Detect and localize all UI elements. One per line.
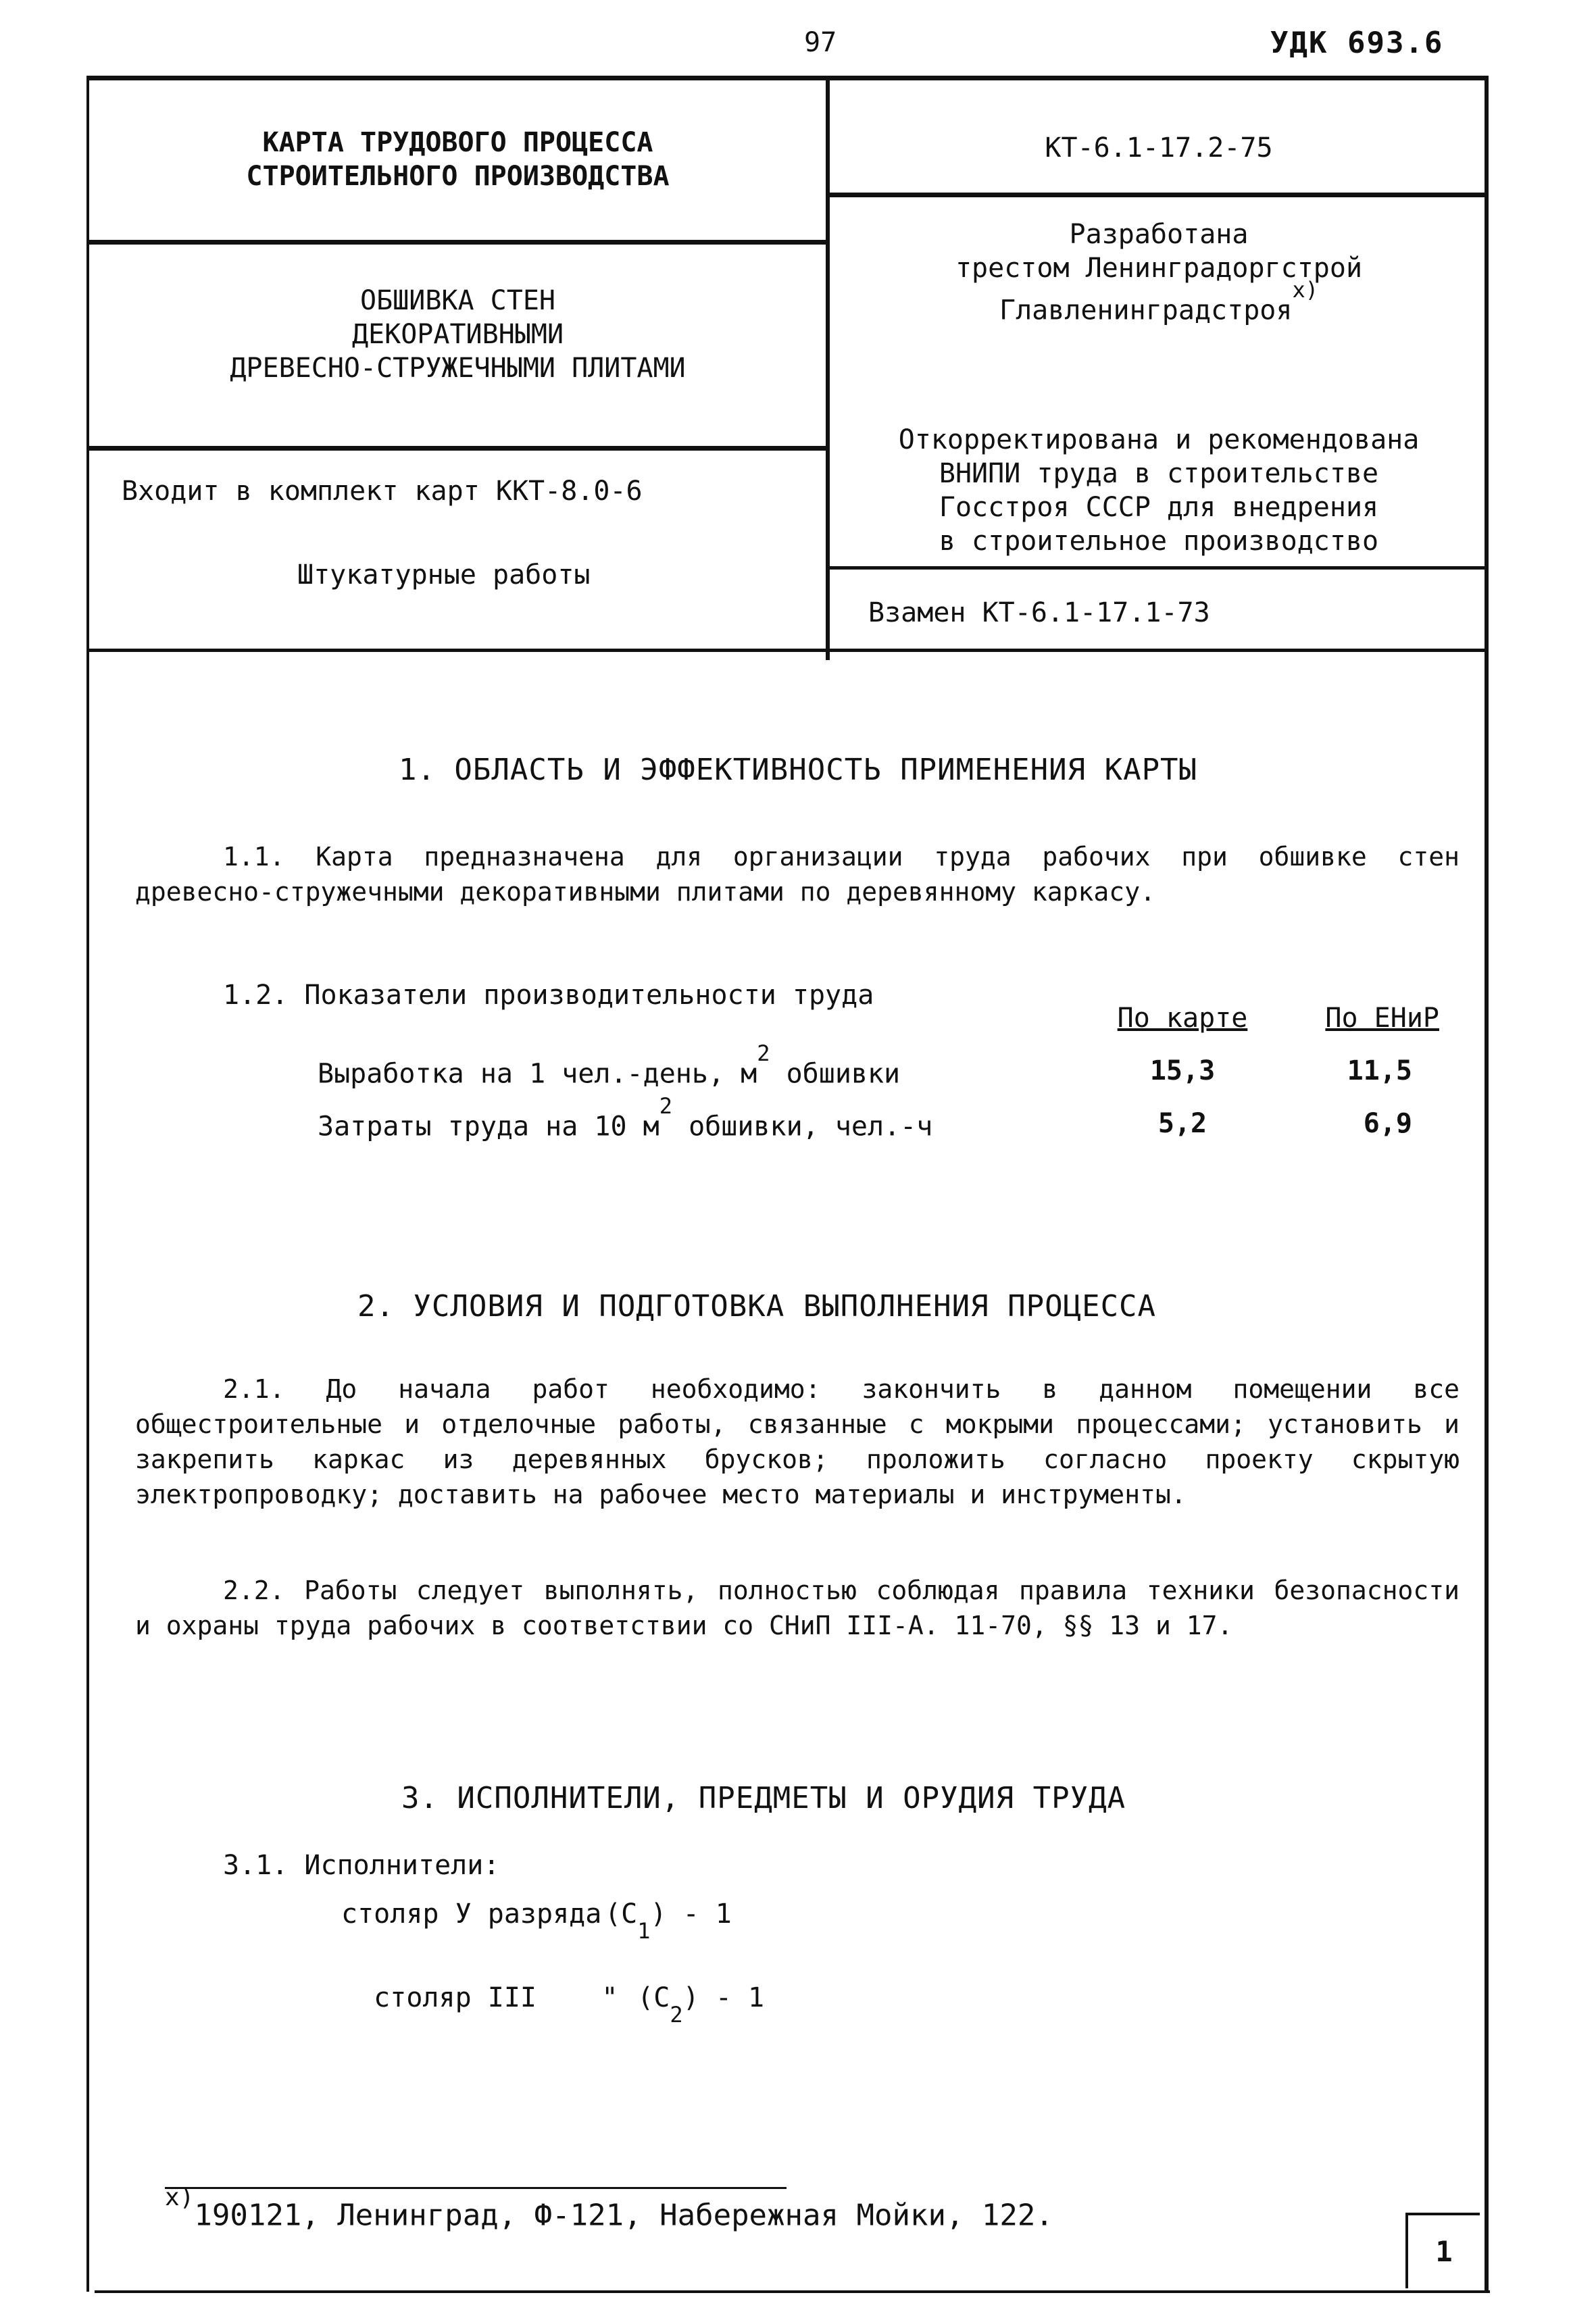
worker-code: $(С_2)$ — [637, 1982, 699, 2028]
developer-line: трестом Ленинградоргстрой — [955, 253, 1363, 284]
header-rule — [828, 193, 1489, 197]
developer-line-text: Главленинградстроя — [999, 295, 1293, 326]
card-type-line: СТРОИТЕЛЬНОГО ПРОИЗВОДСТВА — [246, 161, 670, 192]
card-title-line: ОБШИВКА СТЕН — [360, 285, 555, 316]
paragraph-2-2 — [135, 1573, 1460, 1643]
section-3-heading: 3. ИСПОЛНИТЕЛИ, ПРЕДМЕТЫ И ОРУДИЯ ТРУДА — [401, 1781, 1126, 1815]
corrected-line: Откорректирована и рекомендована — [898, 424, 1420, 455]
worker-item — [341, 1898, 732, 1944]
page-number: 97 — [804, 27, 837, 58]
card-type-line: КАРТА ТРУДОВОГО ПРОЦЕССА — [262, 127, 653, 158]
corrected-line: ВНИПИ труда в строительстве — [939, 458, 1379, 489]
value-card: 15,3 — [1149, 1055, 1216, 1086]
corrected-line: Госстроя СССР для внедрения — [939, 492, 1379, 523]
footnote-text: 190121, Ленинград, Ф-121, Набережная Мойки, 122. — [194, 2198, 1053, 2233]
paragraph-number: 1.1. — [223, 842, 285, 872]
bottom-rule — [95, 2290, 1490, 2293]
worker-count: - 1 — [682, 1898, 732, 1930]
table-header-row — [318, 992, 1439, 1045]
worker-code-index: 1 — [637, 1918, 651, 1944]
developer-info — [831, 218, 1487, 327]
superscript: 2 — [757, 1040, 770, 1066]
column-header: По ЕНиР — [1325, 1003, 1439, 1034]
header-frame — [86, 76, 1489, 2292]
udk-code: УДК 693.6 — [1270, 26, 1444, 60]
corrected-line: в строительное производство — [939, 526, 1379, 557]
developer-line: Разработана — [1069, 219, 1249, 250]
card-title — [91, 284, 824, 385]
row-label — [318, 1040, 1101, 1097]
value-card: 5,2 — [1157, 1108, 1207, 1139]
worker-code-letter: С — [621, 1898, 638, 1930]
worker-count: - 1 — [715, 1982, 765, 2013]
footnote-mark: х) — [165, 2184, 195, 2211]
row-label — [318, 1092, 1101, 1150]
paragraph-text: Работы следует выполнять, полностью соблюдая правила техники безопасности и охраны труда рабочих в соответствии со СНиП III-А. 11-70, §§ 13 и 17. — [135, 1576, 1460, 1640]
worker-code-index: 2 — [670, 2002, 683, 2028]
paragraph-number: 2.2. — [223, 1576, 285, 1605]
header-rule — [86, 649, 1489, 652]
developer-line — [831, 277, 1487, 327]
row-label-text: обшивки, чел.-ч — [672, 1111, 933, 1142]
footnote-rule — [165, 2187, 787, 2189]
header-rule — [828, 566, 1489, 570]
paragraph-1-2-label: 1.2. Показатели производительности труда — [223, 980, 874, 1011]
section-1-heading: 1. ОБЛАСТЬ И ЭФФЕКТИВНОСТЬ ПРИМЕНЕНИЯ КАРТЫ — [398, 753, 1198, 787]
superscript: 2 — [659, 1092, 672, 1119]
developer-footnote-mark: х) — [1292, 277, 1318, 303]
header-rule — [86, 446, 830, 451]
worker-name: столяр У разряда — [341, 1898, 602, 1930]
sheet-number: 1 — [1405, 2213, 1480, 2288]
productivity-table — [318, 992, 1439, 1150]
column-header: По карте — [1117, 1003, 1248, 1034]
card-title-line: ДРЕВЕСНО-СТРУЖЕЧНЫМИ ПЛИТАМИ — [230, 353, 686, 384]
footnote — [165, 2184, 1053, 2233]
header-rule — [86, 240, 830, 245]
row-label-text: Выработка на 1 чел.-день, м — [318, 1058, 757, 1090]
card-set-label: Входит в комплект карт ККТ-8.0-6 — [122, 476, 643, 507]
row-label-text: Затраты труда на 10 м — [318, 1111, 659, 1142]
paragraph-number: 2.1. — [223, 1374, 285, 1404]
paragraph-3-1-label: 3.1. Исполнители: — [223, 1850, 500, 1881]
card-title-line: ДЕКОРАТИВНЫМИ — [351, 319, 564, 350]
worker-name: столяр III " — [374, 1982, 618, 2013]
row-label-text: обшивки — [770, 1058, 901, 1090]
paragraph-1-1 — [135, 839, 1460, 909]
table-row — [318, 1045, 1439, 1097]
card-code: КТ-6.1-17.2-75 — [1045, 132, 1273, 164]
card-type — [91, 126, 824, 193]
section-2-heading: 2. УСЛОВИЯ И ПОДГОТОВКА ВЫПОЛНЕНИЯ ПРОЦЕССА — [357, 1289, 1157, 1324]
corrected-info — [831, 423, 1487, 558]
header-divider-vertical — [826, 76, 830, 660]
value-enir: 11,5 — [1347, 1055, 1412, 1086]
worker-code: $(С_1)$ — [605, 1898, 667, 1944]
table-row — [318, 1097, 1439, 1150]
paragraph-2-1 — [135, 1372, 1460, 1512]
work-type: Штукатурные работы — [297, 559, 591, 590]
replaces-label: Взамен КТ-6.1-17.1-73 — [868, 597, 1210, 628]
paragraph-text: До начала работ необходимо: закончить в данном помещении все общестроительные и отделочные работы, связанные с мокрыми процессами; установить и закрепить каркас из деревянных брусков; проложить согласно проекту скрытую электропроводку; доставить на рабочее место материалы и инструменты. — [135, 1374, 1460, 1509]
value-enir: 6,9 — [1363, 1108, 1412, 1139]
paragraph-text: Карта предназначена для организации труда рабочих при обшивке стен древесно-стружечными декоративными плитами по деревянному каркасу. — [135, 842, 1460, 907]
worker-item — [341, 1951, 765, 2028]
worker-code-letter: С — [653, 1982, 670, 2013]
